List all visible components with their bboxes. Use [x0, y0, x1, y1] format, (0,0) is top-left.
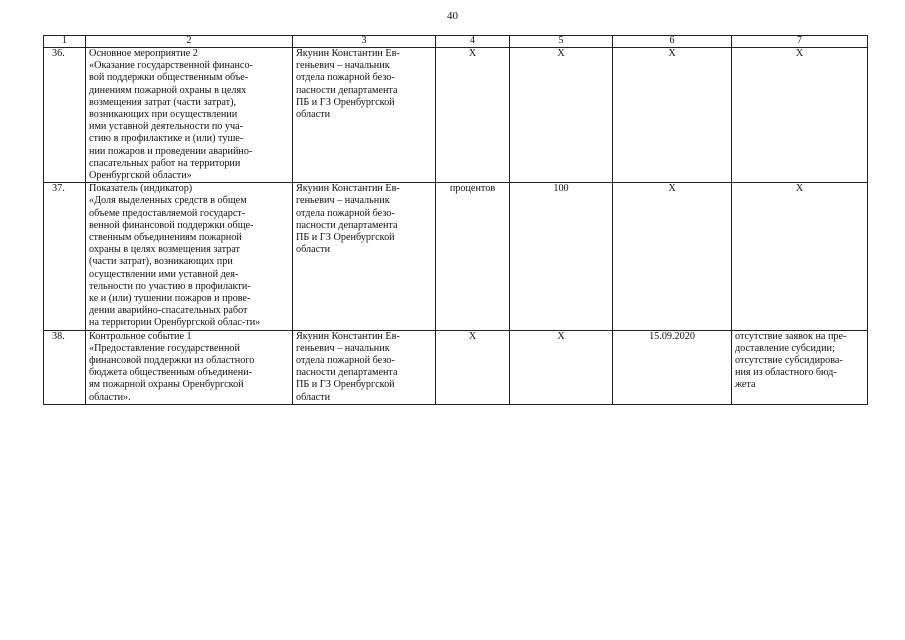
row-description-line: ям пожарной охраны Оренбургской	[89, 379, 244, 391]
row-note-line: X	[795, 183, 804, 195]
row-responsible-line: Якунин Константин Ев-	[296, 48, 400, 59]
row-responsible-line: области	[296, 391, 331, 403]
row-note-line: X	[795, 48, 804, 59]
row-responsible-line: пасности департамента	[296, 367, 398, 379]
row-date: X	[613, 48, 732, 183]
row-date: 15.09.2020	[613, 330, 732, 404]
row-description-line: венной финансовой поддержки обще-	[89, 219, 254, 231]
row-description-line: Оренбургской области»	[89, 170, 192, 182]
row-date: X	[613, 183, 732, 330]
row-description-line: стию в профилактике и (или) туше-	[89, 133, 244, 145]
row-unit: X	[436, 330, 510, 404]
row-responsible-line: отдела пожарной безо-	[296, 72, 395, 84]
row-description-line: объеме предоставляемой государст-	[89, 207, 246, 219]
row-description-line: вой поддержки общественным объе-	[89, 72, 249, 84]
row-responsible	[293, 48, 436, 183]
row-note-line: отсутствие субсидирова-	[735, 355, 843, 367]
row-description-line: (части затрат), возникающих при	[89, 256, 233, 268]
row-responsible-line: геньевич – начальник	[296, 342, 390, 354]
row-note	[732, 330, 868, 404]
row-value: X	[510, 48, 613, 183]
row-value: 100	[510, 183, 613, 330]
row-responsible	[293, 330, 436, 404]
row-responsible	[293, 183, 436, 330]
row-responsible-line: ПБ и ГЗ Оренбургской	[296, 232, 395, 244]
row-description-line: «Доля выделенных средств в общем	[89, 195, 247, 207]
row-description-line: Основное мероприятие 2	[89, 48, 198, 59]
row-description-line: осуществлении ими уставной дея-	[89, 268, 239, 280]
row-description	[86, 183, 293, 330]
row-description-line: ке и (или) тушении пожаров и прове-	[89, 293, 251, 305]
column-number: 2	[86, 36, 293, 48]
row-note	[732, 48, 868, 183]
row-description	[86, 330, 293, 404]
row-description-line: динениям пожарной охраны в целях	[89, 84, 247, 96]
row-unit: X	[436, 48, 510, 183]
row-responsible-line: области	[296, 244, 331, 256]
plan-table	[43, 35, 868, 405]
column-number-row	[44, 36, 868, 48]
row-note-line: жета	[735, 379, 756, 391]
page-number: 40	[447, 10, 458, 22]
row-description-line: Контрольное событие 1	[89, 330, 192, 342]
row-responsible-line: отдела пожарной безо-	[296, 207, 395, 219]
column-number: 4	[436, 36, 510, 48]
row-number: 38.	[44, 330, 86, 404]
row-description-line: на территории Оренбургской облас-ти»	[89, 317, 261, 329]
row-responsible-line: Якунин Константин Ев-	[296, 330, 400, 342]
row-number: 36.	[44, 48, 86, 183]
column-number: 3	[293, 36, 436, 48]
column-number: 5	[510, 36, 613, 48]
table-row	[44, 330, 868, 404]
row-description-line: бюджета общественным объединени-	[89, 367, 252, 379]
row-unit: процентов	[436, 183, 510, 330]
row-description-line: «Предоставление государственной	[89, 342, 240, 354]
row-description-line: охраны в целях возмещения затрат	[89, 244, 240, 256]
row-number: 37.	[44, 183, 86, 330]
row-responsible-line: пасности департамента	[296, 219, 398, 231]
row-note-line: отсутствие заявок на пре-	[735, 330, 847, 342]
row-description-line: дении аварийно-спасательных работ	[89, 305, 248, 317]
row-responsible-line: Якунин Константин Ев-	[296, 183, 400, 195]
row-description-line: ственным объединениям пожарной	[89, 232, 242, 244]
row-responsible-line: отдела пожарной безо-	[296, 355, 395, 367]
row-description-line: области».	[89, 391, 131, 403]
row-description	[86, 48, 293, 183]
row-description-line: спасательных работ на территории	[89, 157, 241, 169]
row-description-line: ими уставной деятельности по уча-	[89, 121, 244, 133]
row-note	[732, 183, 868, 330]
row-description-line: финансовой поддержки из областного	[89, 355, 255, 367]
row-responsible-line: ПБ и ГЗ Оренбургской	[296, 96, 395, 108]
column-number: 1	[44, 36, 86, 48]
row-note-line: доставление субсидии;	[735, 342, 835, 354]
row-note-line: ния из областного бюд-	[735, 367, 837, 379]
row-description-line: возмещения затрат (части затрат),	[89, 96, 237, 108]
row-description-line: тельности по участию в профилакти-	[89, 280, 251, 292]
row-responsible-line: пасности департамента	[296, 84, 398, 96]
column-number: 6	[613, 36, 732, 48]
row-responsible-line: области	[296, 109, 331, 121]
row-description-line: возникающих при осуществлении	[89, 109, 238, 121]
row-responsible-line: ПБ и ГЗ Оренбургской	[296, 379, 395, 391]
row-description-line: «Оказание государственной финансо-	[89, 60, 253, 72]
row-responsible-line: геньевич – начальник	[296, 195, 390, 207]
column-number: 7	[732, 36, 868, 48]
table-row	[44, 183, 868, 330]
row-description-line: Показатель (индикатор)	[89, 183, 193, 195]
row-description-line: нии пожаров и проведении аварийно-	[89, 145, 253, 157]
table-row	[44, 48, 868, 183]
row-value: X	[510, 330, 613, 404]
row-responsible-line: геньевич – начальник	[296, 60, 390, 72]
